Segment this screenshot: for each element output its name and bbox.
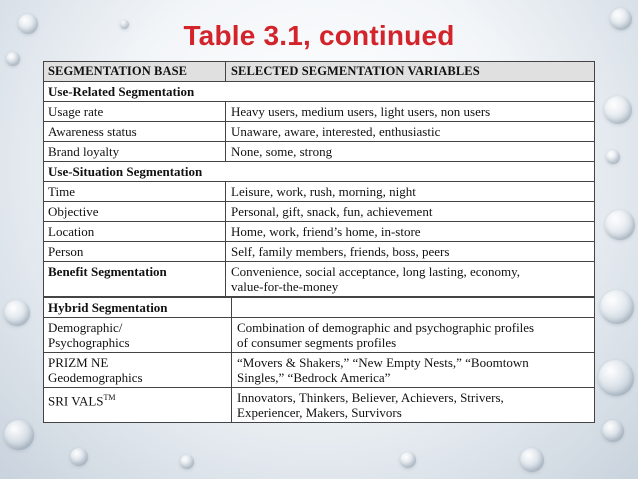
bubble-decoration xyxy=(605,210,635,240)
base-line: Geodemographics xyxy=(48,370,143,385)
variables-cell: Unaware, aware, interested, enthusiastic xyxy=(231,124,441,139)
table-row xyxy=(43,388,595,423)
section-row-hybrid xyxy=(43,297,595,318)
variables-cell: Personal, gift, snack, fun, achievement xyxy=(231,204,433,219)
base-cell: Objective xyxy=(44,202,226,221)
base-cell xyxy=(44,388,232,422)
table-row xyxy=(43,102,595,122)
variables-cell xyxy=(232,318,594,352)
section-row-use-related xyxy=(43,82,595,102)
empty-cell xyxy=(232,298,594,317)
base-cell xyxy=(44,318,232,352)
table-row xyxy=(43,318,595,353)
slide-title: Table 3.1, continued xyxy=(183,20,455,51)
bubble-decoration xyxy=(606,150,620,164)
bubble-decoration xyxy=(602,420,624,442)
variables-line: Convenience, social acceptance, long lasting, economy, xyxy=(231,264,521,279)
variables-cell: Leisure, work, rush, morning, night xyxy=(231,184,416,199)
section-label: Use-Situation Segmentation xyxy=(48,164,203,179)
table-header-row xyxy=(43,61,595,82)
base-cell: Person xyxy=(44,242,226,261)
variables-line: Innovators, Thinkers, Believer, Achievers, Strivers, xyxy=(237,390,504,405)
segmentation-table xyxy=(43,61,595,423)
section-label: Use-Related Segmentation xyxy=(48,84,195,99)
variables-cell: Home, work, friend’s home, in-store xyxy=(231,224,421,239)
base-line: PRIZM NE xyxy=(48,355,109,370)
base-line: SRI VALS xyxy=(48,393,104,409)
bubble-decoration xyxy=(520,448,544,472)
variables-line: of consumer segments profiles xyxy=(237,335,397,350)
table-row xyxy=(43,142,595,162)
trademark-mark: TM xyxy=(103,393,116,402)
base-cell: Awareness status xyxy=(44,122,226,141)
table-row xyxy=(43,353,595,388)
header-cell: SELECTED SEGMENTATION VARIABLES xyxy=(231,64,480,78)
table-row xyxy=(43,122,595,142)
variables-cell: Self, family members, friends, boss, peers xyxy=(231,244,450,259)
base-cell: Location xyxy=(44,222,226,241)
bubble-decoration xyxy=(598,360,634,396)
bubble-decoration xyxy=(4,420,34,450)
bubble-decoration xyxy=(604,96,632,124)
table-row xyxy=(43,242,595,262)
base-cell: Time xyxy=(44,182,226,201)
section-label: Benefit Segmentation xyxy=(44,262,226,296)
variables-cell xyxy=(232,388,594,422)
variables-line: Combination of demographic and psychographic profiles xyxy=(237,320,535,335)
bubble-decoration xyxy=(400,452,416,468)
base-cell: Usage rate xyxy=(44,102,226,121)
table-row xyxy=(43,222,595,242)
bubble-decoration xyxy=(6,52,20,66)
base-line: Demographic/ xyxy=(48,320,123,335)
variables-cell: None, some, strong xyxy=(231,144,333,159)
table-row xyxy=(43,182,595,202)
base-cell: Brand loyalty xyxy=(44,142,226,161)
variables-line: Experiencer, Makers, Survivors xyxy=(237,405,402,420)
variables-cell xyxy=(226,262,594,296)
section-label: Hybrid Segmentation xyxy=(44,298,232,317)
table-row-benefit xyxy=(43,262,595,297)
table-row xyxy=(43,202,595,222)
variables-line: “Movers & Shakers,” “New Empty Nests,” “Boomtown xyxy=(237,355,529,370)
header-cell: SEGMENTATION BASE xyxy=(44,62,226,81)
bubble-decoration xyxy=(4,300,30,326)
variables-line: Singles,” “Bedrock America” xyxy=(237,370,391,385)
bubble-decoration xyxy=(600,290,634,324)
variables-cell xyxy=(232,353,594,387)
section-row-use-situation xyxy=(43,162,595,182)
base-cell xyxy=(44,353,232,387)
bubble-decoration xyxy=(180,455,194,469)
variables-line: value-for-the-money xyxy=(231,279,339,294)
bubble-decoration xyxy=(70,448,88,466)
base-line: Psychographics xyxy=(48,335,130,350)
variables-cell: Heavy users, medium users, light users, non users xyxy=(231,104,491,119)
